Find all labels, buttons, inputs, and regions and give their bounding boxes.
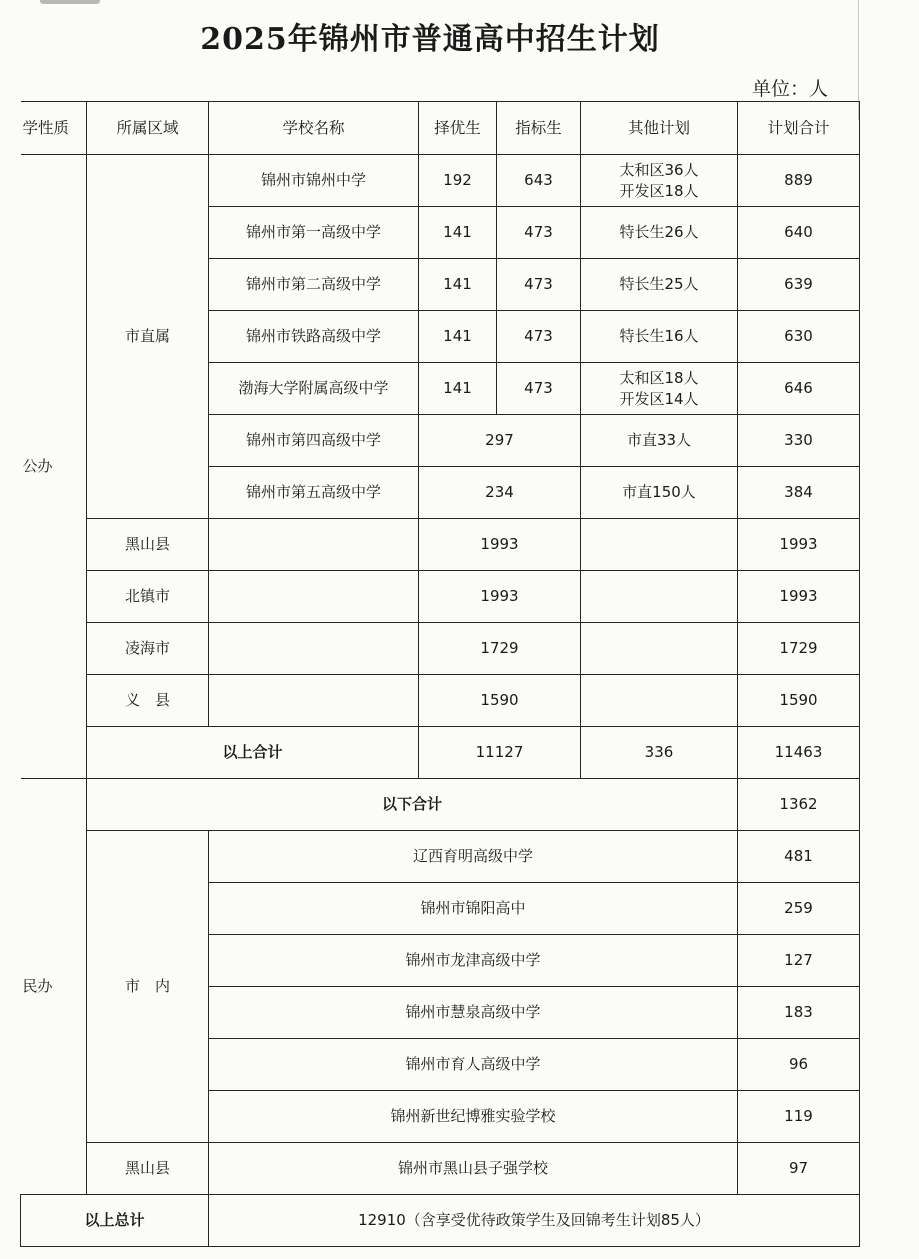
quota-value: 643 (497, 155, 581, 207)
school-name: 锦州市育人高级中学 (209, 1039, 738, 1091)
region-county: 北镇市 (87, 571, 209, 623)
region-county: 黑山县 (87, 519, 209, 571)
private-subtotal-row (21, 779, 860, 831)
plan-total: 97 (738, 1143, 860, 1195)
combined-value: 1993 (419, 519, 581, 571)
other-plan-empty (581, 519, 738, 571)
school-name-empty (209, 675, 419, 727)
header-region: 所属区域 (87, 102, 209, 155)
header-row (21, 102, 860, 155)
combined-value: 1993 (419, 571, 581, 623)
other-plan: 特长生26人 (581, 207, 738, 259)
unit-label: 单位：人 (752, 78, 829, 100)
plan-total: 1993 (738, 519, 860, 571)
plan-total: 1590 (738, 675, 860, 727)
header-total: 计划合计 (738, 102, 860, 155)
plan-total: 640 (738, 207, 860, 259)
plan-total: 96 (738, 1039, 860, 1091)
elite-value: 192 (419, 155, 497, 207)
school-name: 锦州市第二高级中学 (209, 259, 419, 311)
plan-total: 119 (738, 1091, 860, 1143)
grand-total-label: 以上总计 (21, 1195, 209, 1247)
other-plan: 特长生25人 (581, 259, 738, 311)
school-name-empty (209, 519, 419, 571)
other-plan-empty (581, 675, 738, 727)
plan-total: 630 (738, 311, 860, 363)
school-name: 锦州市第一高级中学 (209, 207, 419, 259)
plan-total: 646 (738, 363, 860, 415)
private-subtotal-total: 1362 (738, 779, 860, 831)
quota-value: 473 (497, 311, 581, 363)
table-row (21, 1143, 860, 1195)
school-name: 辽西育明高级中学 (209, 831, 738, 883)
table-row (21, 623, 860, 675)
page-title: 2025年锦州市普通高中招生计划 (200, 22, 660, 57)
plan-total: 1729 (738, 623, 860, 675)
school-name: 渤海大学附属高级中学 (209, 363, 419, 415)
plan-total: 259 (738, 883, 860, 935)
region-direct: 市直属 (87, 155, 209, 519)
combined-value: 1590 (419, 675, 581, 727)
header-elite: 择优生 (419, 102, 497, 155)
private-subtotal-label: 以下合计 (87, 779, 738, 831)
quota-value: 473 (497, 259, 581, 311)
school-name: 锦州市第五高级中学 (209, 467, 419, 519)
school-name: 锦州市锦州中学 (209, 155, 419, 207)
header-nature: 学性质 (21, 102, 87, 155)
grand-total-row (21, 1195, 860, 1247)
table-row (21, 675, 860, 727)
plan-total: 330 (738, 415, 860, 467)
plan-total: 1993 (738, 571, 860, 623)
nature-public: 公办 (21, 155, 87, 779)
other-plan: 太和区36人 开发区18人 (581, 155, 738, 207)
nature-private: 民办 (21, 779, 87, 1195)
school-name-empty (209, 571, 419, 623)
plan-total: 183 (738, 987, 860, 1039)
other-plan: 太和区18人 开发区14人 (581, 363, 738, 415)
region-county: 凌海市 (87, 623, 209, 675)
public-subtotal-row (21, 727, 860, 779)
quota-value: 473 (497, 363, 581, 415)
other-plan: 市直33人 (581, 415, 738, 467)
combined-value: 1729 (419, 623, 581, 675)
table-row (21, 155, 860, 207)
school-name: 锦州市龙津高级中学 (209, 935, 738, 987)
elite-value: 141 (419, 363, 497, 415)
school-name-empty (209, 623, 419, 675)
combined-value: 234 (419, 467, 581, 519)
public-subtotal-combined: 11127 (419, 727, 581, 779)
plan-total: 639 (738, 259, 860, 311)
school-name: 锦州市黑山县子强学校 (209, 1143, 738, 1195)
header-quota: 指标生 (497, 102, 581, 155)
table-row (21, 519, 860, 571)
school-name: 锦州市慧泉高级中学 (209, 987, 738, 1039)
public-subtotal-total: 11463 (738, 727, 860, 779)
table-row (21, 831, 860, 883)
combined-value: 297 (419, 415, 581, 467)
school-name: 锦州市铁路高级中学 (209, 311, 419, 363)
school-name: 锦州市第四高级中学 (209, 415, 419, 467)
elite-value: 141 (419, 259, 497, 311)
other-plan: 市直150人 (581, 467, 738, 519)
plan-total: 384 (738, 467, 860, 519)
table-row (21, 571, 860, 623)
region-county: 黑山县 (87, 1143, 209, 1195)
plan-total: 889 (738, 155, 860, 207)
other-plan-empty (581, 571, 738, 623)
quota-value: 473 (497, 207, 581, 259)
other-plan-empty (581, 623, 738, 675)
plan-total: 481 (738, 831, 860, 883)
grand-total-value: 12910（含享受优待政策学生及回锦考生计划85人） (209, 1195, 860, 1247)
region-city: 市 内 (87, 831, 209, 1143)
public-subtotal-other: 336 (581, 727, 738, 779)
enrollment-plan-table (20, 101, 860, 1247)
school-name: 锦州市锦阳高中 (209, 883, 738, 935)
other-plan: 特长生16人 (581, 311, 738, 363)
cropped-tab-mark (40, 0, 100, 4)
region-county: 义 县 (87, 675, 209, 727)
plan-total: 127 (738, 935, 860, 987)
elite-value: 141 (419, 311, 497, 363)
school-name: 锦州新世纪博雅实验学校 (209, 1091, 738, 1143)
header-school: 学校名称 (209, 102, 419, 155)
elite-value: 141 (419, 207, 497, 259)
public-subtotal-label: 以上合计 (87, 727, 419, 779)
header-other: 其他计划 (581, 102, 738, 155)
